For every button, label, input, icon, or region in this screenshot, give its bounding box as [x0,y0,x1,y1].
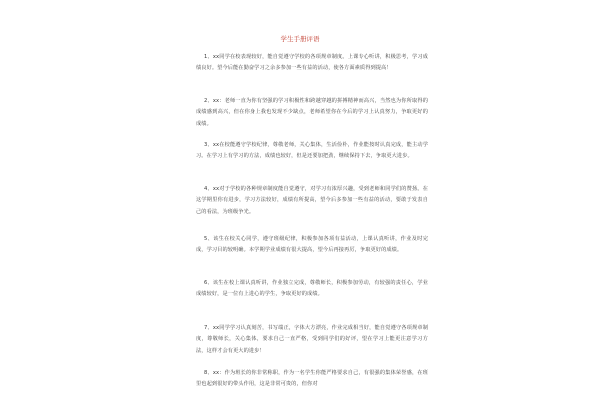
paragraph-8: 8、xx：作为班长的你非常称职，作为一名学生你能严格要求自己，有很强的集体荣誉感，在班里也起到很好的带头作用，这是非常可贵的，但你对 [196,370,428,388]
paragraph-3: 3、xx在校能遵守学校纪律，尊敬老师，关心集体，生活俭朴，作业能按时认真完成，能主动学习。在学习上有学习的方法，成绩也较好，但是还要加把劲，继续保持下去，争取更大进步。 [196,142,428,160]
document-body [196,0,428,400]
paragraph-5: 5、该生在校关心同学，遵守班级纪律，积极参加各项有益活动，上课认真听讲，作业及时完成，学习目的较明确。本学期学业成绩有很大提高，望今后再接再厉，争取更好的成绩。 [196,236,428,254]
paragraph-2: 2、xx：老师一直为你有坚强的学习积极性和跨越穿越的拼搏精神而高兴，当然也为你所取得的成绩感到高兴，但在你身上我也发现不少缺点，老师希望你在今后的学习上认真努力，争取更好的成绩。 [196,98,428,127]
paragraph-1: 1、xx同学在校表现较好，能自觉遵守学校的各项规章制度。上课专心听讲，积极思考，学习成绩良好。望今后能在勤奋学习之余多参加一些有益的活动，使各方面素质得到提高！ [196,54,428,72]
paragraph-7: 7、xx同学学习认真刻苦，书写端正，字体大方漂亮，作业完成相当好，能自觉遵守各项规章制度，尊敬师长，关心集体，要求自己一直严格，受到同学们的好评，望在学习上能更注意学习方法，这样才会有更大的进步！ [196,325,428,354]
paragraph-6: 6、该生在校上课认真听讲，作业独立完成，尊敬师长，积极参加劳动，有较强的责任心，学业成绩较好，是一位有上进心的学生，争取更好的成绩。 [196,280,428,298]
paragraph-4: 4、xx对于学校的各种规章制度能自觉遵守，对学习有浓厚兴趣，受到老师和同学们的赞扬。在这学期里你有进步，学习方法较好，成绩有所提高，望今后多参加一些有益的活动，要敢于发表自己的看法，为班级争光。 [196,186,428,215]
document-title: 学生手册评语 [280,35,320,43]
